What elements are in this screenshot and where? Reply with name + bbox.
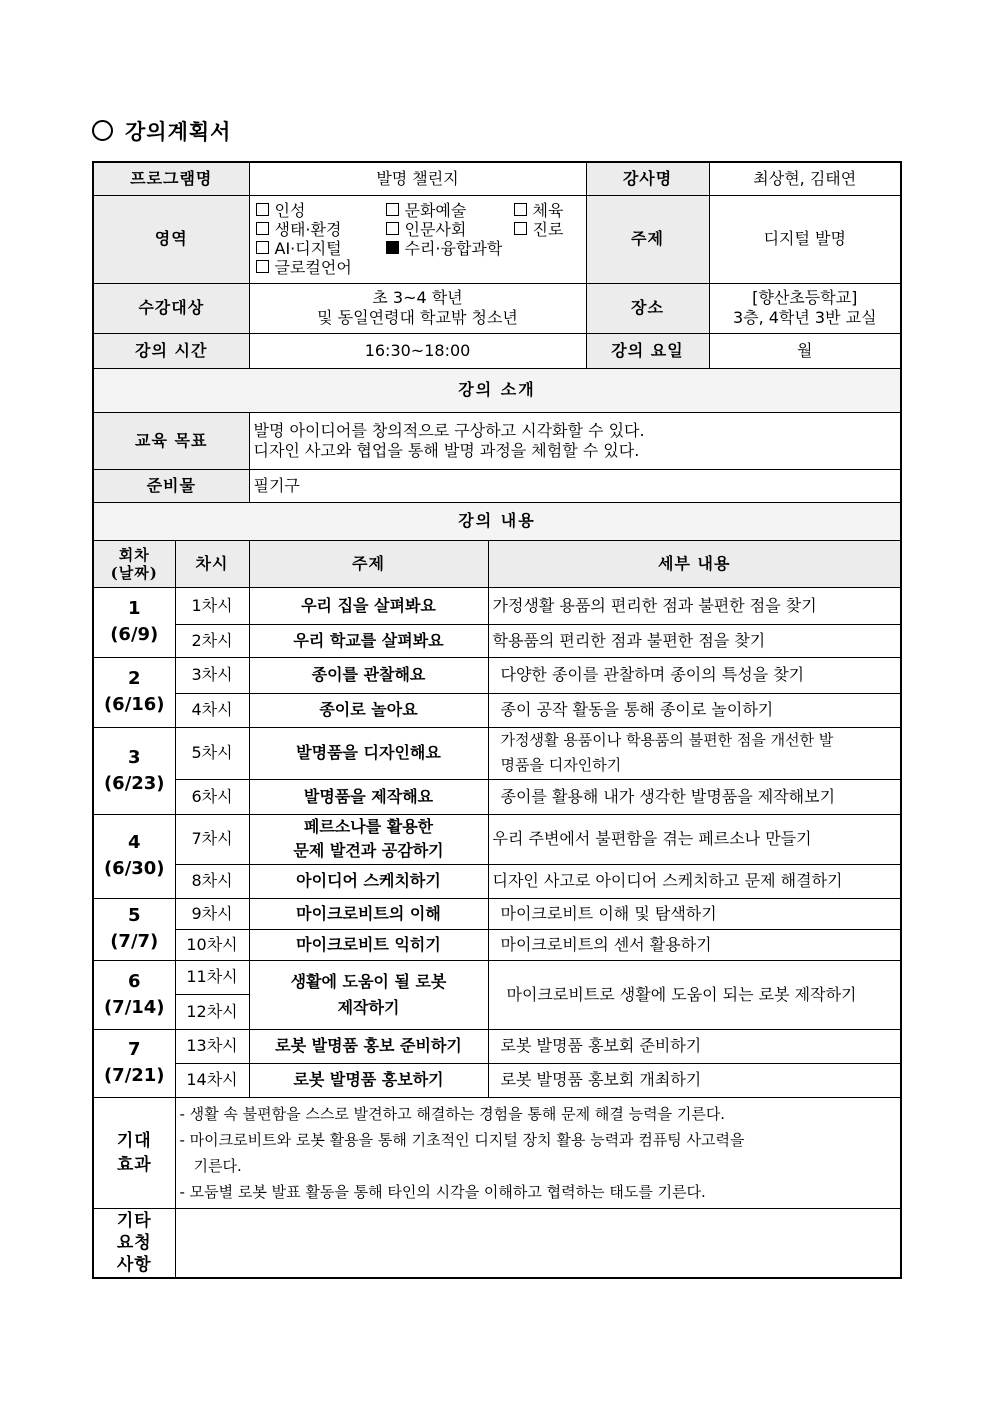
other-row bbox=[93, 1208, 901, 1278]
target-line2: 및 동일연령대 학교밖 청소년 bbox=[317, 308, 518, 327]
topic-cell: 로봇 발명품 홍보하기 bbox=[249, 1063, 488, 1097]
time-value: 16:30~18:00 bbox=[249, 333, 586, 368]
session-cell bbox=[93, 587, 175, 657]
table-row bbox=[93, 814, 901, 864]
session-number: 1 bbox=[127, 598, 141, 619]
checkbox-icon bbox=[386, 203, 399, 216]
period-cell: 8차시 bbox=[175, 864, 249, 898]
topic-label: 주제 bbox=[586, 195, 709, 283]
other-label-line1: 기타 bbox=[116, 1210, 152, 1231]
session-cell bbox=[93, 727, 175, 814]
col-detail: 세부 내용 bbox=[488, 540, 901, 587]
table-row bbox=[93, 624, 901, 657]
area-option bbox=[256, 201, 386, 220]
area-grid bbox=[250, 201, 586, 277]
col-session-line2: (날짜) bbox=[110, 563, 158, 582]
area-option-label: 글로컬언어 bbox=[274, 258, 352, 277]
effects-line4: - 모둠별 로봇 발표 활동을 통해 타인의 시각을 이해하고 협력하는 태도를 기른다. bbox=[179, 1182, 706, 1201]
period-cell: 3차시 bbox=[175, 657, 249, 693]
period-cell: 2차시 bbox=[175, 624, 249, 657]
topic-line1: 생활에 도움이 될 로봇 bbox=[290, 971, 447, 991]
period-cell: 12차시 bbox=[175, 994, 249, 1029]
place-line2: 3층, 4학년 3반 교실 bbox=[732, 308, 877, 327]
topic-cell: 종이를 관찰해요 bbox=[249, 657, 488, 693]
circle-bullet-icon bbox=[92, 120, 113, 141]
effects-line3: 기른다. bbox=[193, 1156, 242, 1175]
topic-cell: 우리 학교를 살펴봐요 bbox=[249, 624, 488, 657]
detail-cell: 가정생활 용품의 편리한 점과 불편한 점을 찾기 bbox=[488, 587, 901, 624]
table-row bbox=[93, 1029, 901, 1063]
period-cell: 10차시 bbox=[175, 929, 249, 960]
topic-cell: 종이로 놀아요 bbox=[249, 693, 488, 727]
intro-header: 강의 소개 bbox=[93, 368, 901, 412]
goal-value bbox=[249, 412, 901, 469]
area-option-label: 체육 bbox=[532, 201, 564, 220]
checkbox-icon bbox=[256, 222, 269, 235]
area-option-label: 생태·환경 bbox=[274, 220, 342, 239]
session-date: (7/14) bbox=[103, 996, 165, 1018]
period-cell: 5차시 bbox=[175, 727, 249, 779]
detail-cell bbox=[488, 727, 901, 779]
area-option bbox=[256, 258, 386, 277]
detail-cell: 마이크로비트 이해 및 탐색하기 bbox=[488, 898, 901, 929]
area-option bbox=[386, 220, 514, 239]
other-label-line3: 사항 bbox=[116, 1254, 152, 1275]
effects-label bbox=[93, 1097, 175, 1208]
page-heading bbox=[92, 116, 231, 146]
period-cell: 7차시 bbox=[175, 814, 249, 864]
other-value bbox=[175, 1208, 901, 1278]
goal-line2: 디자인 사고와 협업을 통해 발명 과정을 체험할 수 있다. bbox=[253, 440, 640, 460]
instructor-label: 강사명 bbox=[586, 162, 709, 195]
lecture-plan-table bbox=[92, 161, 902, 1279]
checkbox-icon bbox=[514, 222, 527, 235]
session-date: (7/7) bbox=[110, 931, 159, 952]
area-option-label: 문화예술 bbox=[404, 201, 467, 220]
target-line1: 초 3~4 학년 bbox=[372, 288, 463, 307]
topic-cell: 아이디어 스케치하기 bbox=[249, 864, 488, 898]
col-topic: 주제 bbox=[249, 540, 488, 587]
goal-label: 교육 목표 bbox=[93, 412, 249, 469]
target-label: 수강대상 bbox=[93, 283, 249, 333]
session-cell bbox=[93, 814, 175, 898]
other-label bbox=[93, 1208, 175, 1278]
checkbox-checked-icon bbox=[386, 241, 399, 254]
area-option bbox=[514, 220, 584, 239]
topic-line2: 제작하기 bbox=[337, 997, 400, 1017]
goal-line1: 발명 아이디어를 창의적으로 구상하고 시각화할 수 있다. bbox=[253, 420, 645, 440]
detail-cell: 디자인 사고로 아이디어 스케치하고 문제 해결하기 bbox=[488, 864, 901, 898]
target-value bbox=[249, 283, 586, 333]
checkbox-icon bbox=[386, 222, 399, 235]
topic-cell bbox=[249, 814, 488, 864]
detail-cell: 종이를 활용해 내가 생각한 발명품을 제작해보기 bbox=[488, 779, 901, 814]
day-value: 월 bbox=[709, 333, 901, 368]
session-cell bbox=[93, 898, 175, 960]
period-cell: 1차시 bbox=[175, 587, 249, 624]
session-cell bbox=[93, 657, 175, 727]
session-date: (6/23) bbox=[103, 772, 165, 794]
session-cell bbox=[93, 1029, 175, 1097]
topic-cell: 로봇 발명품 홍보 준비하기 bbox=[249, 1029, 488, 1063]
area-option-label: 진로 bbox=[532, 220, 564, 239]
effects-label-line2: 효과 bbox=[116, 1154, 152, 1175]
table-row bbox=[93, 1063, 901, 1097]
period-cell: 9차시 bbox=[175, 898, 249, 929]
table-row bbox=[93, 693, 901, 727]
detail-cell: 로봇 발명품 홍보회 개최하기 bbox=[488, 1063, 901, 1097]
supplies-label: 준비물 bbox=[93, 469, 249, 502]
area-option bbox=[514, 239, 584, 258]
area-option bbox=[386, 239, 514, 258]
day-label: 강의 요일 bbox=[586, 333, 709, 368]
col-session-line1: 회차 bbox=[118, 545, 150, 564]
col-period: 차시 bbox=[175, 540, 249, 587]
topic-line1: 페르소나를 활용한 bbox=[303, 817, 434, 836]
session-number: 5 bbox=[127, 905, 141, 926]
effects-line2: - 마이크로비트와 로봇 활용을 통해 기초적인 디지털 장치 활용 능력과 컴퓨팅 사고력을 bbox=[179, 1130, 745, 1149]
area-option bbox=[256, 220, 386, 239]
detail-cell: 마이크로비트로 생활에 도움이 되는 로봇 제작하기 bbox=[488, 960, 901, 1029]
checkbox-icon bbox=[256, 260, 269, 273]
time-label: 강의 시간 bbox=[93, 333, 249, 368]
col-session bbox=[93, 540, 175, 587]
effects-row bbox=[93, 1097, 901, 1208]
area-option bbox=[514, 201, 584, 220]
table-row bbox=[93, 960, 901, 994]
table-row bbox=[93, 864, 901, 898]
place-value bbox=[709, 283, 901, 333]
area-option bbox=[386, 201, 514, 220]
topic-cell bbox=[249, 960, 488, 1029]
area-option bbox=[256, 239, 386, 258]
period-cell: 14차시 bbox=[175, 1063, 249, 1097]
program-label: 프로그램명 bbox=[93, 162, 249, 195]
detail-cell: 학용품의 편리한 점과 불편한 점을 찾기 bbox=[488, 624, 901, 657]
place-line1: [향산초등학교] bbox=[752, 288, 858, 307]
area-option-label: AI·디지털 bbox=[274, 239, 342, 258]
session-number: 4 bbox=[127, 832, 141, 853]
table-row bbox=[93, 587, 901, 624]
instructor-value: 최상현, 김태연 bbox=[709, 162, 901, 195]
checkbox-icon bbox=[256, 203, 269, 216]
session-number: 3 bbox=[127, 746, 141, 768]
period-cell: 13차시 bbox=[175, 1029, 249, 1063]
detail-cell: 마이크로비트의 센서 활용하기 bbox=[488, 929, 901, 960]
effects-value bbox=[175, 1097, 901, 1208]
topic-value: 디지털 발명 bbox=[709, 195, 901, 283]
session-date: (6/30) bbox=[103, 858, 165, 879]
session-date: (6/9) bbox=[110, 624, 159, 645]
topic-cell: 발명품을 제작해요 bbox=[249, 779, 488, 814]
period-cell: 6차시 bbox=[175, 779, 249, 814]
area-option-label: 인성 bbox=[274, 201, 306, 220]
detail-cell: 종이 공작 활동을 통해 종이로 놀이하기 bbox=[488, 693, 901, 727]
place-label: 장소 bbox=[586, 283, 709, 333]
session-number: 2 bbox=[127, 668, 141, 689]
table-row bbox=[93, 929, 901, 960]
checkbox-icon bbox=[256, 241, 269, 254]
detail-line2: 명품을 디자인하기 bbox=[500, 756, 622, 774]
period-cell: 4차시 bbox=[175, 693, 249, 727]
topic-cell: 발명품을 디자인해요 bbox=[249, 727, 488, 779]
table-row bbox=[93, 898, 901, 929]
effects-label-line1: 기대 bbox=[116, 1130, 152, 1151]
topic-line2: 문제 발견과 공감하기 bbox=[293, 841, 444, 860]
table-row bbox=[93, 727, 901, 779]
topic-cell: 마이크로비트의 이해 bbox=[249, 898, 488, 929]
topic-cell: 우리 집을 살펴봐요 bbox=[249, 587, 488, 624]
detail-cell: 다양한 종이를 관찰하며 종이의 특성을 찾기 bbox=[488, 657, 901, 693]
table-row bbox=[93, 779, 901, 814]
period-cell: 11차시 bbox=[175, 960, 249, 994]
checkbox-icon bbox=[514, 203, 527, 216]
detail-line1: 가정생활 용품이나 학용품의 불편한 점을 개선한 발 bbox=[500, 731, 834, 749]
area-checkboxes bbox=[249, 195, 586, 283]
session-number: 7 bbox=[127, 1039, 141, 1060]
program-value: 발명 챌린지 bbox=[249, 162, 586, 195]
area-option-label: 인문사회 bbox=[404, 220, 467, 239]
session-date: (7/21) bbox=[103, 1065, 165, 1086]
supplies-value: 필기구 bbox=[249, 469, 901, 502]
table-row bbox=[93, 657, 901, 693]
area-option-label: 수리·융합과학 bbox=[404, 239, 503, 258]
topic-cell: 마이크로비트 익히기 bbox=[249, 929, 488, 960]
session-date: (6/16) bbox=[103, 694, 165, 715]
session-cell bbox=[93, 960, 175, 1029]
detail-cell: 로봇 발명품 홍보회 준비하기 bbox=[488, 1029, 901, 1063]
detail-cell: 우리 주변에서 불편함을 겪는 페르소나 만들기 bbox=[488, 814, 901, 864]
area-label: 영역 bbox=[93, 195, 249, 283]
effects-line1: - 생활 속 불편함을 스스로 발견하고 해결하는 경험을 통해 문제 해결 능력을 기른다. bbox=[179, 1104, 726, 1123]
page-title: 강의계획서 bbox=[125, 119, 232, 144]
session-number: 6 bbox=[127, 970, 141, 992]
other-label-line2: 요청 bbox=[116, 1232, 152, 1253]
content-header: 강의 내용 bbox=[93, 502, 901, 540]
